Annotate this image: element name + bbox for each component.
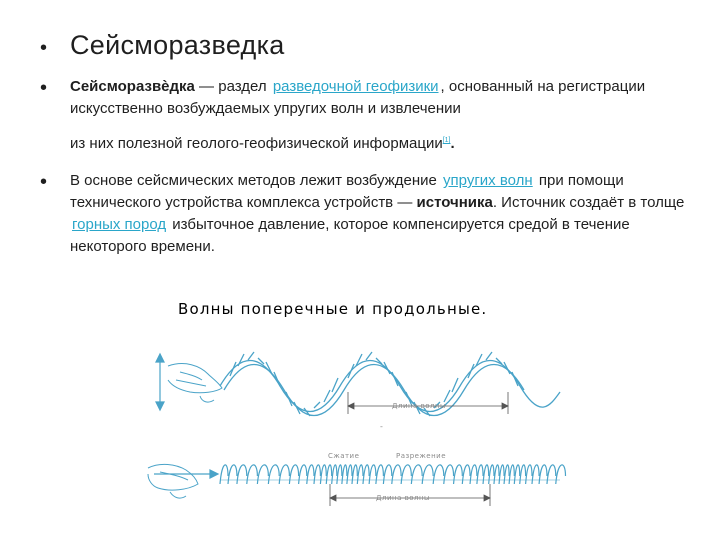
text-line3: из них полезной геолого-геофизической информации xyxy=(70,135,443,152)
text-dash: — раздел xyxy=(194,78,271,95)
link-elastic-waves[interactable]: упругих волн xyxy=(443,172,533,189)
longitudinal-wave xyxy=(220,465,566,484)
term-bold: Сейсморазвѐдка xyxy=(70,78,195,95)
reference-link[interactable]: [1] xyxy=(442,137,451,144)
svg-text:-: - xyxy=(380,422,383,431)
bullet-2: • xyxy=(40,77,48,99)
compression-label: Сжатие xyxy=(328,452,360,460)
link-exploration-geophysics[interactable]: разведочной геофизики xyxy=(272,78,439,95)
waves-figure xyxy=(140,296,580,536)
link-rocks[interactable]: горных пород xyxy=(72,216,167,233)
wavelength-label-1: Длина волны xyxy=(392,402,447,410)
text-definition: , основанный на регистрации искусственно возбуждаемых упругих волн и извлечении xyxy=(70,78,646,117)
bullet-1: • xyxy=(40,37,48,59)
text-period: . xyxy=(450,135,455,152)
paragraph-definition xyxy=(70,76,690,155)
direction-arrow-icon xyxy=(154,470,218,478)
rarefaction-label: Разрежение xyxy=(396,452,447,460)
text-p2-3: . Источник создаёт в толще xyxy=(492,194,685,211)
amplitude-arrow-icon xyxy=(156,354,164,410)
wavelength-label-2: Длина волны xyxy=(376,494,431,502)
text-p2-4: избыточное давление, которое компенсируется средой в течение некоторого времени. xyxy=(70,216,630,255)
bullet-3: • xyxy=(40,171,48,193)
waves-illustration xyxy=(140,296,580,536)
paragraph-methods xyxy=(70,170,690,258)
text-p2-2: при помощи технического устройства комплекса устройств — xyxy=(70,172,624,211)
hand-icon-2 xyxy=(148,464,198,498)
page-title: Сейсморазведка xyxy=(70,30,285,60)
figure-caption: Волны поперечные и продольные. xyxy=(178,300,488,318)
text-p2-1: В основе сейсмических методов лежит возбуждение xyxy=(70,172,442,189)
text-source-bold: источника xyxy=(416,194,493,211)
hand-icon xyxy=(168,364,222,403)
